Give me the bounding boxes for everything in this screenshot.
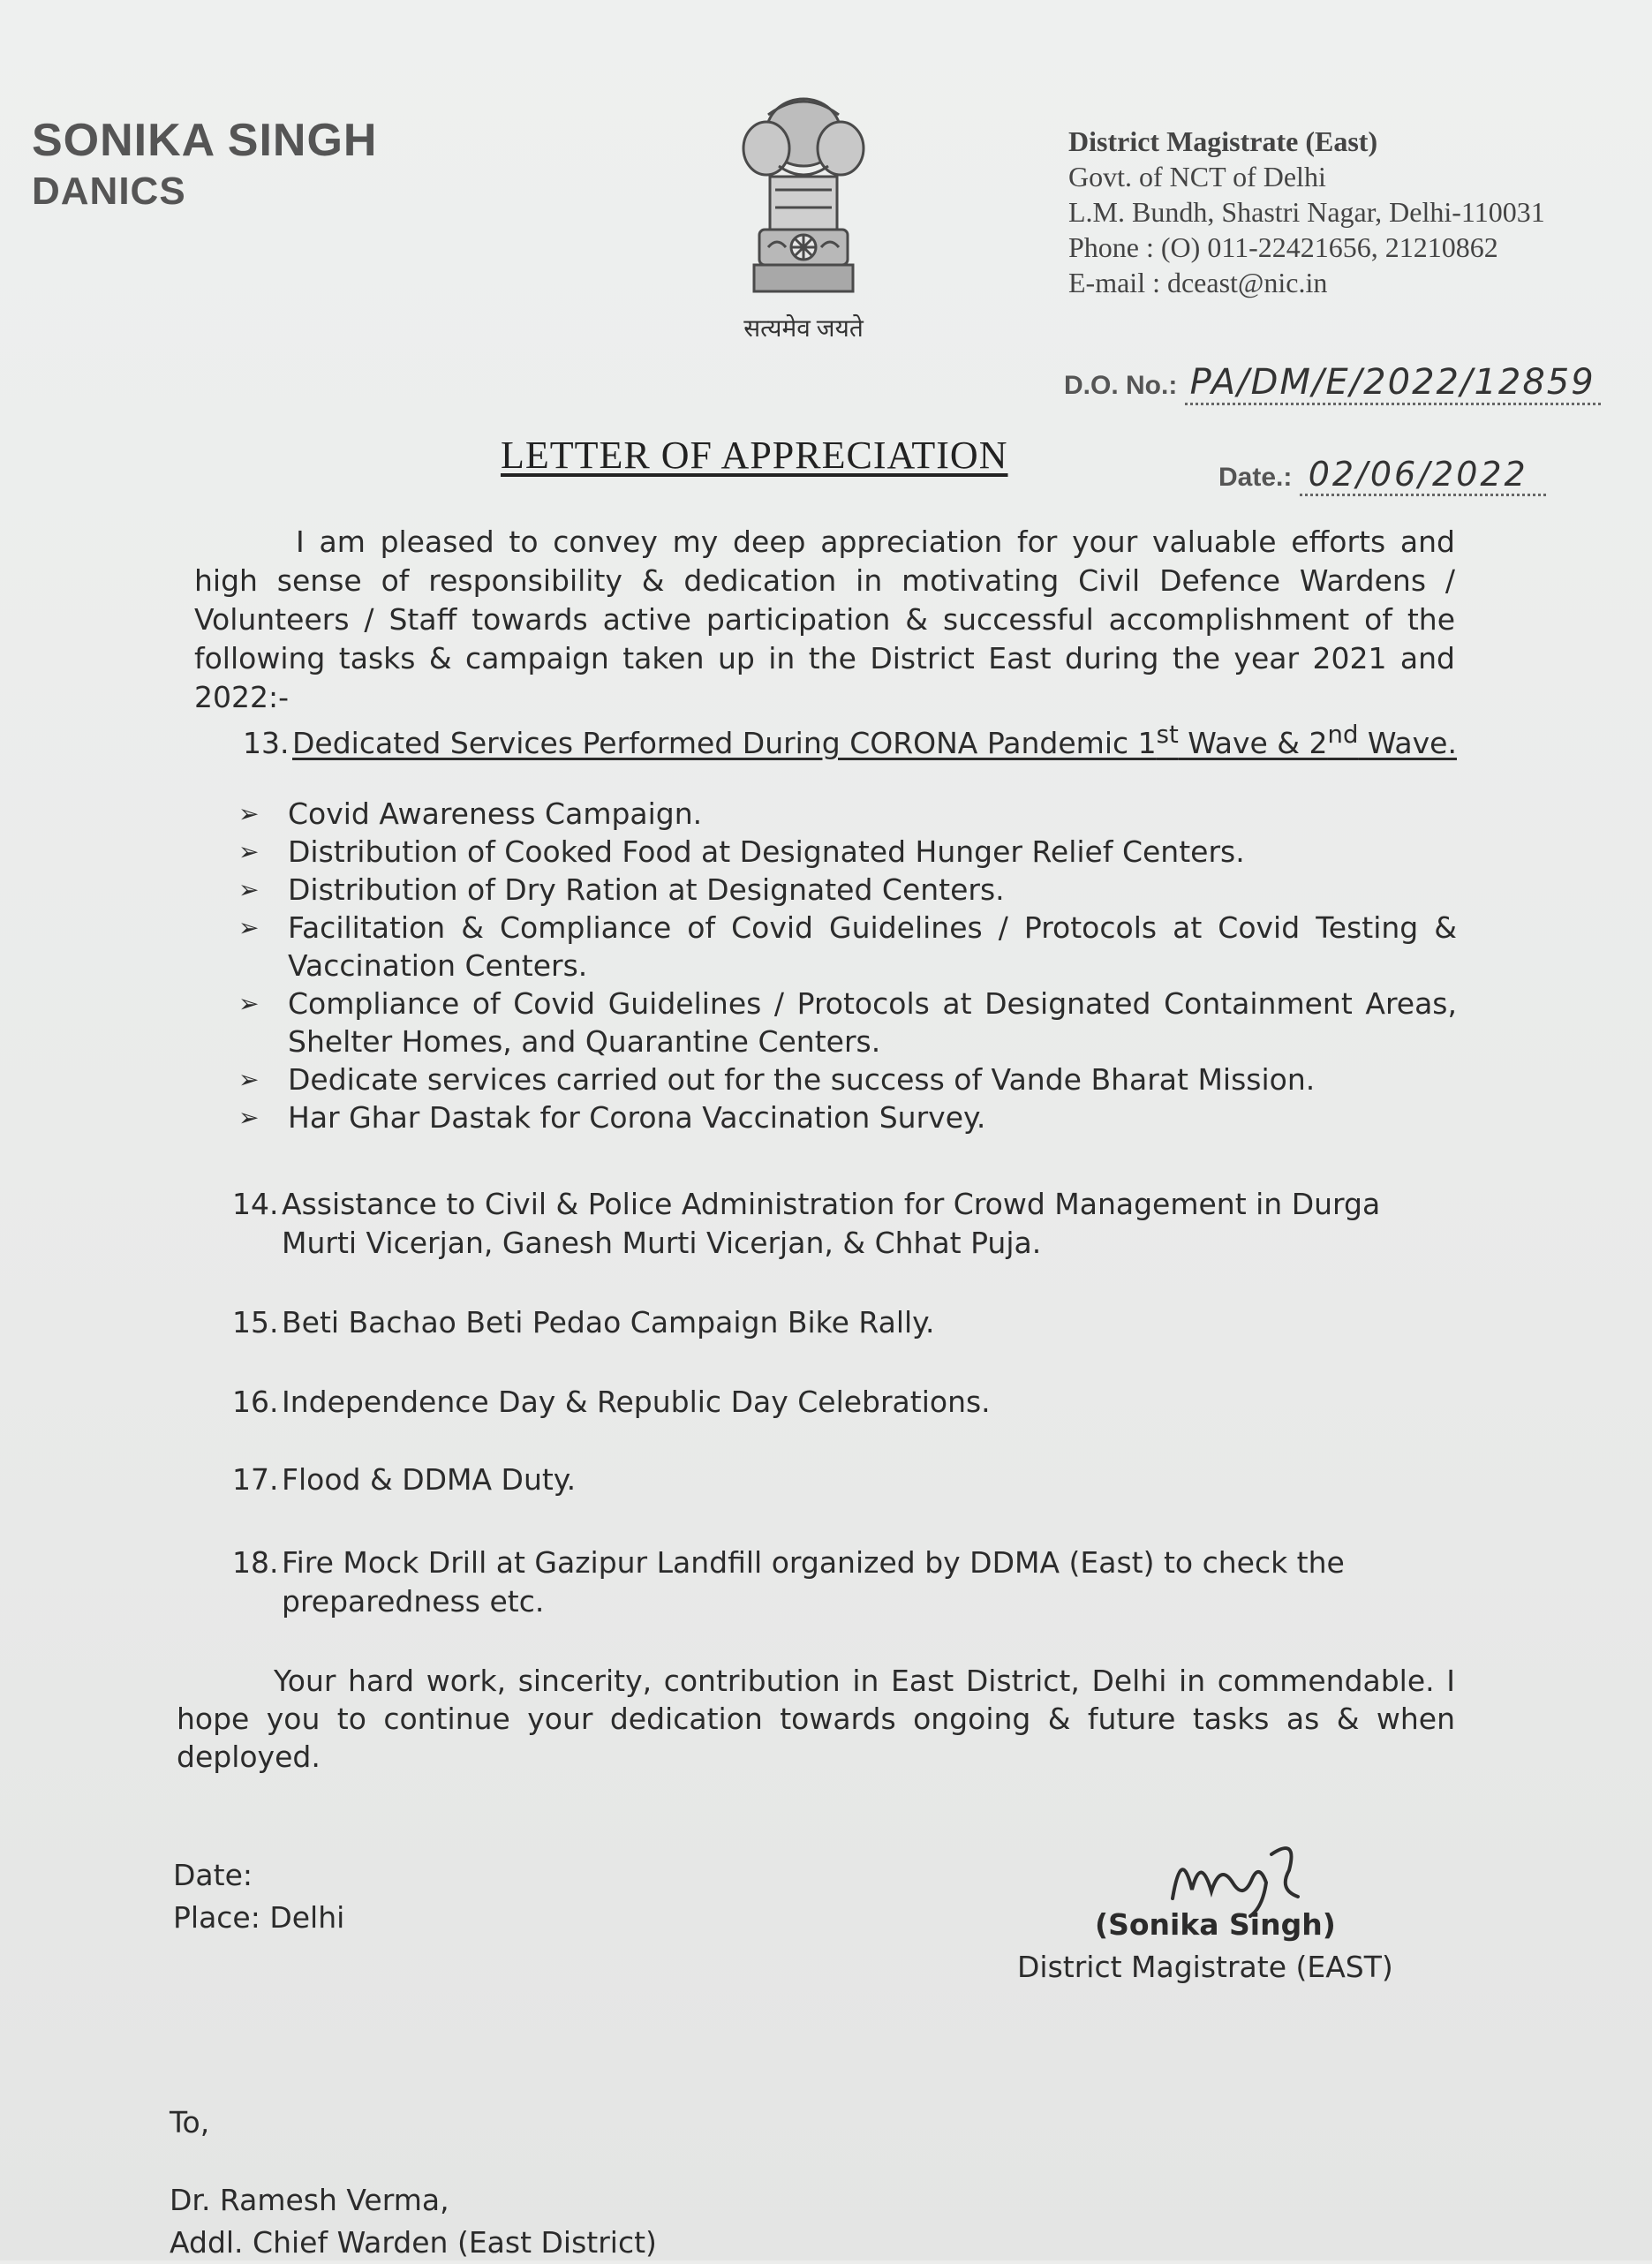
list-item-17 [232,1460,576,1499]
list-item [238,1098,1457,1136]
item-13-label-part: Wave. [1358,726,1457,760]
list-item [238,909,1457,985]
item-text-continued: preparedness etc. [282,1584,545,1619]
office-line1: Govt. of NCT of Delhi [1068,161,1326,192]
list-item [238,1060,1457,1098]
office-line2: L.M. Bundh, Shastri Nagar, Delhi-110031 [1068,196,1545,228]
item-13-sup: st [1156,721,1179,749]
arrow-bullet-icon: ➢ [238,1065,260,1094]
item-13-label [292,721,1457,760]
addressee-name: Dr. Ramesh Verma, [170,2183,449,2217]
list-item-18 [232,1543,1345,1621]
item-text: Flood & DDMA Duty. [282,1462,577,1497]
list-item [238,795,1457,833]
do-number-value: PA/DM/E/2022/12859 [1185,362,1601,405]
item-number: 17. [232,1462,279,1497]
arrow-bullet-icon: ➢ [238,875,260,904]
closing-paragraph: Your hard work, sincerity, contribution in East District, Delhi in commendable. I hope you to continue your dedication towards ongoing & future tasks as & when deployed. [177,1664,1455,1774]
item-number: 16. [232,1385,279,1419]
bullet-text: Covid Awareness Campaign. [288,796,703,831]
spacer [170,2144,657,2179]
footer-place: Place: Delhi [173,1900,345,1935]
list-item-16 [232,1383,991,1422]
item-text: Fire Mock Drill at Gazipur Landfill organized by DDMA (East) to check the [282,1545,1345,1580]
task-bullet-list [238,795,1457,1136]
do-number-label: D.O. No.: [1064,371,1178,400]
footer-date-label: Date: [173,1858,253,1892]
letter-heading: LETTER OF APPRECIATION [501,434,1008,477]
signatory-name: (Sonika Singh) [1095,1907,1336,1942]
list-item [238,833,1457,871]
bullet-text: Compliance of Covid Guidelines / Protocols at Designated Containment Areas, Shelter Homes, and Quarantine Centers. [288,986,1457,1059]
arrow-bullet-icon: ➢ [238,913,260,942]
date-value: 02/06/2022 [1300,455,1546,496]
signatory-title: District Magistrate (EAST) [1017,1950,1393,1984]
office-email: E-mail : dceast@nic.in [1068,267,1328,298]
arrow-bullet-icon: ➢ [238,989,260,1018]
item-number: 13. [243,726,290,760]
bullet-text: Facilitation & Compliance of Covid Guidelines / Protocols at Covid Testing & Vaccination Centers. [288,910,1457,983]
list-item-14 [232,1185,1380,1263]
bullet-text: Distribution of Cooked Food at Designated Hunger Relief Centers. [288,834,1245,869]
arrow-bullet-icon: ➢ [238,1103,260,1132]
date-label: Date.: [1218,463,1293,492]
addressee-to: To, [170,2105,210,2139]
item-13-sup: nd [1327,721,1359,749]
bullet-text: Har Ghar Dastak for Corona Vaccination Survey. [288,1100,986,1135]
office-block [1068,124,1545,300]
sender-name: SONIKA SINGH [32,115,378,166]
list-item [238,871,1457,909]
list-item-15 [232,1303,935,1342]
office-phone: Phone : (O) 011-22421656, 21210862 [1068,231,1498,263]
item-text-continued: Murti Vicerjan, Ganesh Murti Vicerjan, & Chhat Puja. [282,1226,1042,1260]
arrow-bullet-icon: ➢ [238,799,260,828]
arrow-bullet-icon: ➢ [238,837,260,866]
sender-service: DANICS [32,170,186,213]
intro-paragraph: I am pleased to convey my deep appreciation for your valuable efforts and high sense of responsibility & dedication in motivating Civil Defence Wardens / Volunteers / Staff towards active participation & successful accomplishment of the following tasks & campaign taken up in the District East during the year 2021 and 2022:- [194,524,1455,714]
office-title: District Magistrate (East) [1068,125,1378,157]
item-number: 18. [232,1545,279,1580]
date-line [1218,455,1546,494]
list-item-13 [243,715,1457,763]
item-number: 14. [232,1187,279,1221]
addressee-designation: Addl. Chief Warden (East District) [170,2225,657,2260]
item-13-label-part: Wave & 2 [1178,726,1328,760]
bullet-text: Distribution of Dry Ration at Designated Centers. [288,872,1005,907]
addressee-block [170,2102,657,2264]
item-text: Independence Day & Republic Day Celebrations. [282,1385,991,1419]
item-13-label-part: Dedicated Services Performed During CORONA Pandemic 1 [292,726,1157,760]
sender-block [32,113,377,215]
emblem-motto: सत्यमेव जयते [743,315,864,343]
state-emblem-icon [724,79,883,344]
item-number: 15. [232,1305,279,1340]
item-text: Assistance to Civil & Police Administration for Crowd Management in Durga [282,1187,1381,1221]
item-text: Beti Bachao Beti Pedao Campaign Bike Rally. [282,1305,935,1340]
list-item [238,985,1457,1060]
bullet-text: Dedicate services carried out for the success of Vande Bharat Mission. [288,1062,1316,1097]
do-number-line [1064,362,1601,403]
